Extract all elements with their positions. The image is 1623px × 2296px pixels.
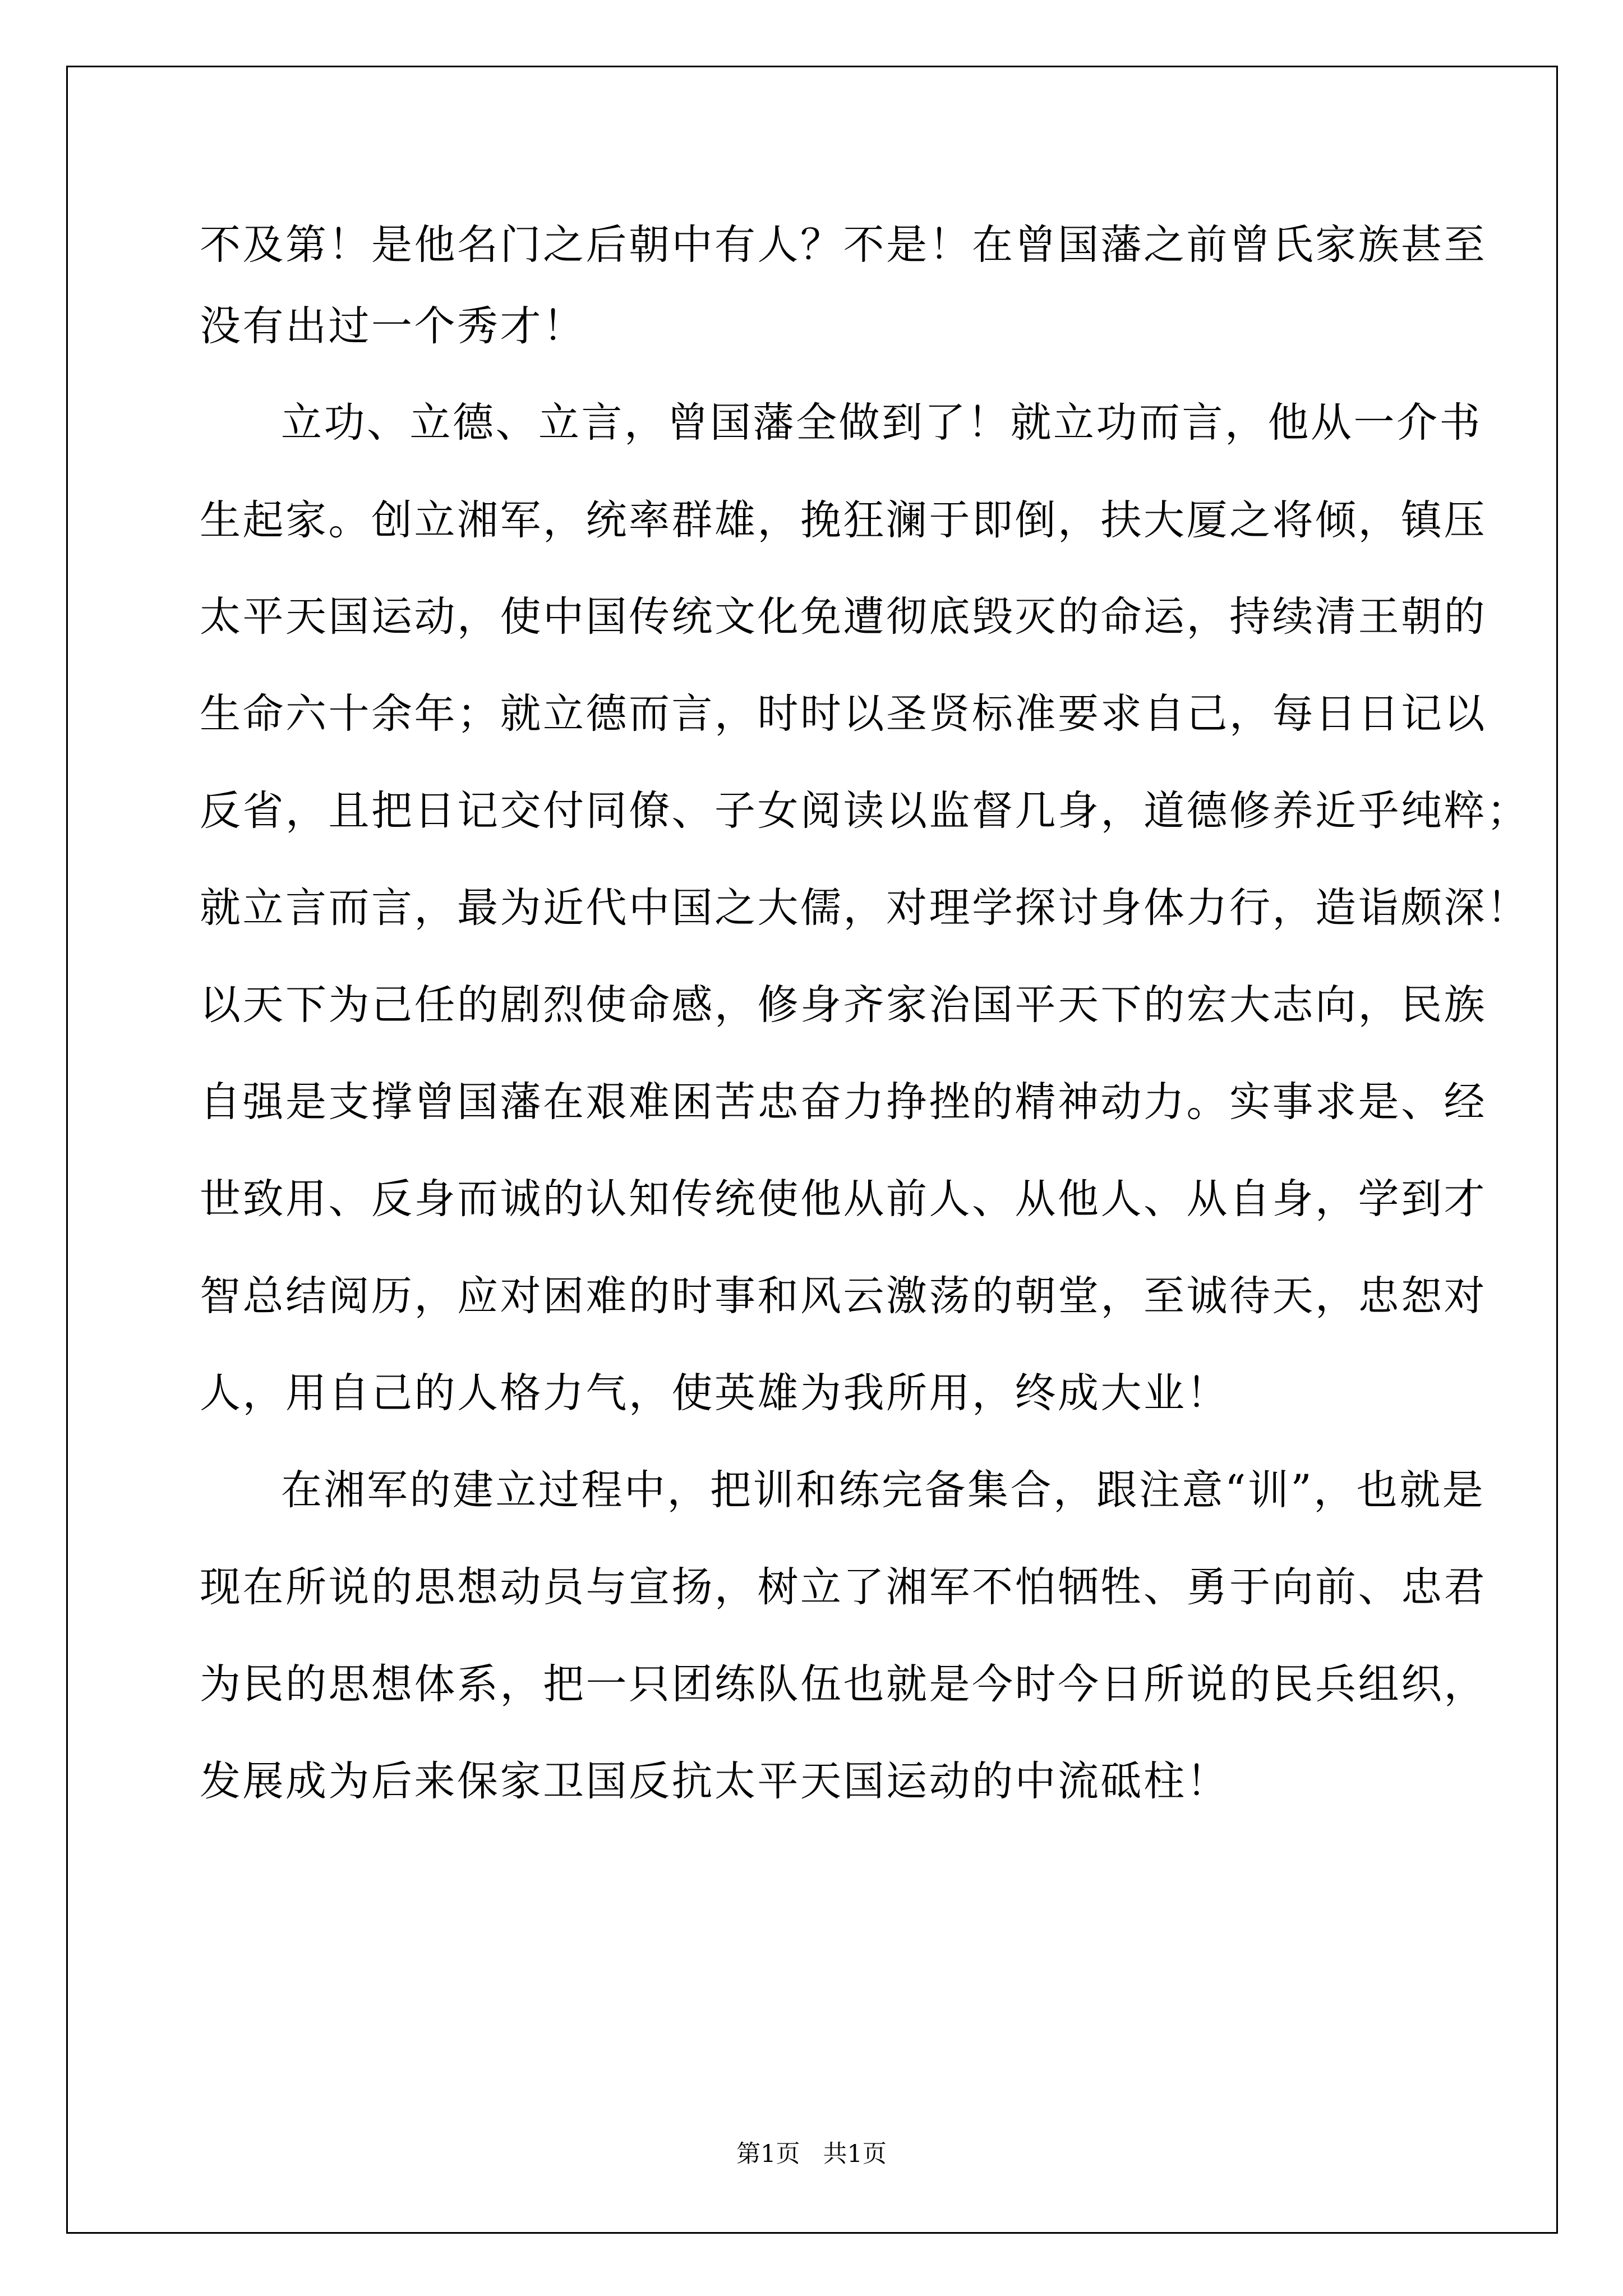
text-line: 以天下为己任的剧烈使命感，修身齐家治国平天下的宏大志向，民族 bbox=[200, 981, 1487, 1029]
text-line: 生起家。创立湘军，统率群雄，挽狂澜于即倒，扶大厦之将倾，镇压 bbox=[200, 496, 1487, 544]
text-line: 就立言而言，最为近代中国之大儒，对理学探讨身体力行，造诣颇深！ bbox=[200, 884, 1530, 932]
text-line: 生命六十余年；就立德而言，时时以圣贤标准要求自己，每日日记以 bbox=[200, 690, 1487, 738]
text-line: 不及第！是他名门之后朝中有人？不是！在曾国藩之前曾氏家族甚至 bbox=[200, 221, 1487, 269]
text-line: 发展成为后来保家卫国反抗太平天国运动的中流砥柱！ bbox=[200, 1757, 1229, 1805]
page-border bbox=[66, 66, 1558, 2234]
text-line: 立功、立德、立言，曾国藩全做到了！就立功而言，他从一介书 bbox=[281, 399, 1482, 447]
text-line: 人，用自己的人格力气，使英雄为我所用，终成大业！ bbox=[200, 1369, 1229, 1417]
text-line: 反省，且把日记交付同僚、子女阅读以监督几身，道德修养近乎纯粹； bbox=[200, 787, 1530, 835]
text-line: 自强是支撑曾国藩在艰难困苦忠奋力挣挫的精神动力。实事求是、经 bbox=[200, 1078, 1487, 1126]
text-line: 没有出过一个秀才！ bbox=[200, 302, 586, 350]
text-line: 智总结阅历，应对困难的时事和风云激荡的朝堂，至诚待天，忠恕对 bbox=[200, 1272, 1487, 1320]
text-line: 在湘军的建立过程中，把训和练完备集合，跟注意“训”，也就是 bbox=[281, 1466, 1486, 1514]
text-line: 世致用、反身而诚的认知传统使他从前人、从他人、从自身，学到才 bbox=[200, 1175, 1487, 1223]
text-line: 现在所说的思想动员与宣扬，树立了湘军不怕牺牲、勇于向前、忠君 bbox=[200, 1563, 1487, 1611]
text-line: 太平天国运动，使中国传统文化免遭彻底毁灭的命运，持续清王朝的 bbox=[200, 593, 1487, 641]
page-number: 第1页 共1页 bbox=[736, 2140, 887, 2168]
text-line: 为民的思想体系，把一只团练队伍也就是今时今日所说的民兵组织， bbox=[200, 1660, 1487, 1708]
